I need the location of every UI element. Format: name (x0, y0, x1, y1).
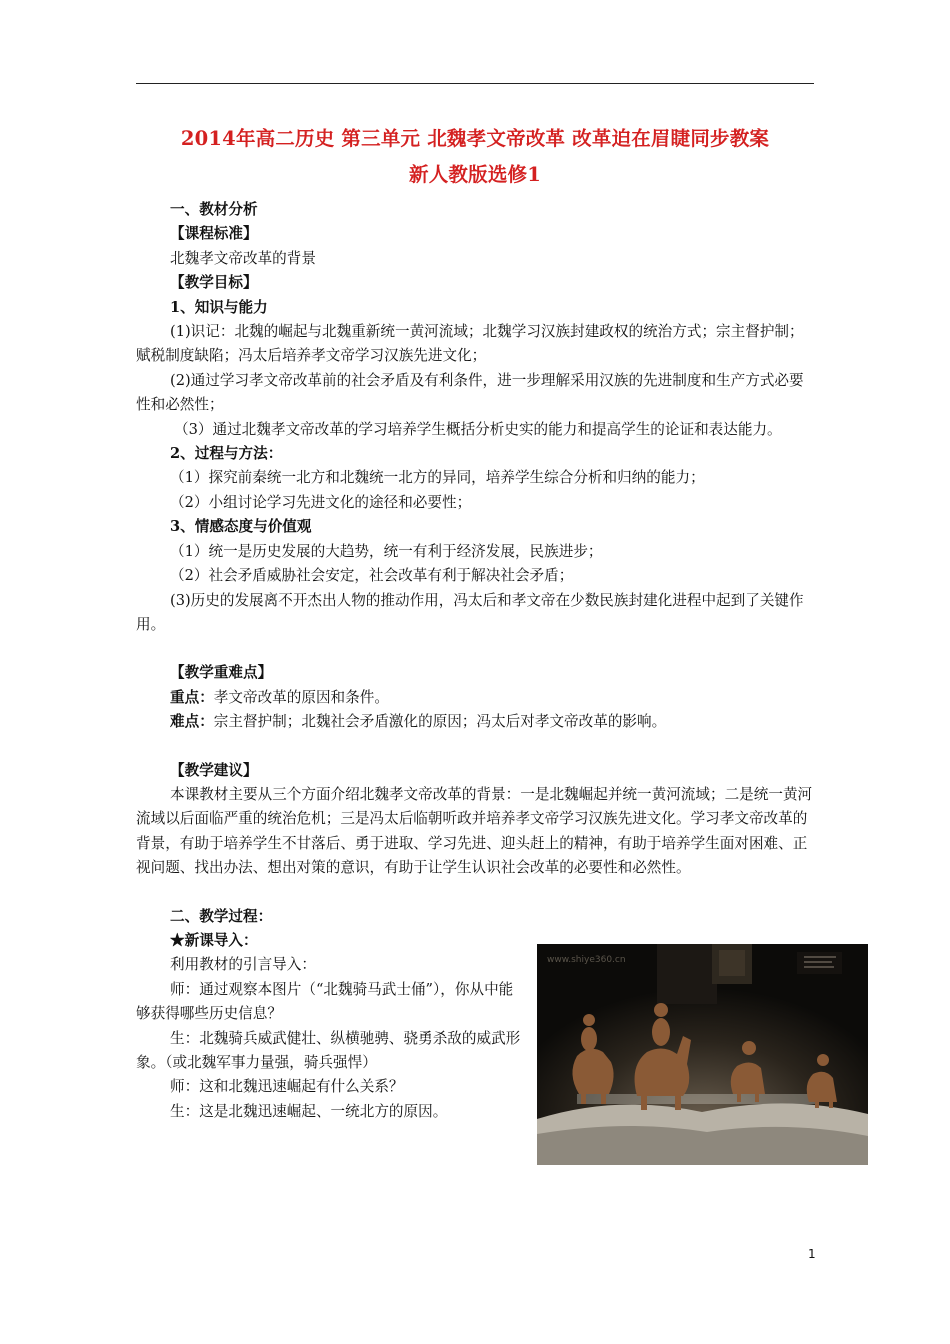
paragraph-gap (136, 735, 814, 759)
paragraph: （2）社会矛盾威胁社会安定，社会改革有利于解决社会矛盾； (170, 567, 574, 585)
paragraph-label: 难点： (170, 713, 214, 731)
section-heading: 【课程标准】 (170, 225, 258, 243)
paragraph: 北魏孝文帝改革的背景 (170, 249, 316, 267)
section-heading: 【教学目标】 (170, 274, 258, 292)
header-rule (136, 83, 814, 84)
paragraph-text: 孝文帝改革的原因和条件。 (213, 688, 389, 706)
page-number: 1 (808, 1247, 816, 1261)
paragraph: (3)历史的发展离不开杰出人物的推动作用，冯太后和孝文帝在少数民族封建化进程中起到了关键作用。 (136, 591, 804, 633)
section-heading: 1、知识与能力 (170, 298, 268, 316)
paragraph-label: 重点： (170, 688, 214, 706)
paragraph: 师：通过观察本图片（“北魏骑马武士俑”），你从中能够获得哪些历史信息？ (136, 980, 514, 1023)
paragraph (136, 686, 814, 710)
paragraph: (1)识记：北魏的崛起与北魏重新统一黄河流域；北魏学习汉族封建政权的统治方式；宗主督护制；赋税制度缺陷；冯太后培养孝文帝学习汉族先进文化； (136, 323, 804, 365)
paragraph: （1）探究前秦统一北方和北魏统一北方的异同，培养学生综合分析和归纳的能力； (170, 469, 705, 487)
horse-rider-figurines-image (537, 944, 868, 1165)
paragraph-text: 宗主督护制；北魏社会矛盾激化的原因；冯太后对孝文帝改革的影响。 (213, 713, 667, 731)
photo-watermark: www.shiye360.cn (547, 955, 626, 965)
paragraph: 师：这和北魏迅速崛起有什么关系？ (170, 1078, 404, 1096)
paragraph: 利用教材的引言导入： (170, 956, 316, 974)
paragraph: (2)通过学习孝文帝改革前的社会矛盾及有利条件，进一步理解采用汉族的先进制度和生产方式必要性和必然性； (136, 371, 804, 414)
section-heading: ★新课导入： (170, 931, 258, 949)
section-heading: 3、情感态度与价值观 (170, 518, 312, 536)
paragraph: （1）统一是历史发展的大趋势，统一有利于经济发展，民族进步； (170, 542, 603, 560)
paragraph: （2）小组讨论学习先进文化的途径和必要性； (170, 493, 472, 511)
paragraph: 生：北魏骑兵威武健壮、纵横驰骋、骁勇杀敌的威武形象。（或北魏军事力量强，骑兵强悍） (136, 1029, 521, 1071)
paragraph-gap (136, 881, 814, 905)
section-heading: 二、教学过程： (170, 907, 273, 925)
paragraph: 生：这是北魏迅速崛起、一统北方的原因。 (170, 1102, 448, 1120)
museum-photo-figurines (537, 944, 868, 1165)
section-heading: 2、过程与方法： (170, 445, 283, 463)
section-heading: 【教学重难点】 (170, 664, 273, 682)
document-title: 2014年高二历史 第三单元 北魏孝文帝改革 改革迫在眉睫同步教案 (180, 127, 770, 150)
paragraph: 本课教材主要从三个方面介绍北魏孝文帝改革的背景：一是北魏崛起并统一黄河流域；二是统一黄河流域以后面临严重的统治危机；三是冯太后临朝听政并培养孝文帝学习汉族先进文化。学习孝文帝改革的背景，有助于培养学生不甘落后、勇于进取、学习先进、迎头赶上的精神，有助于培养学生面对困难、正视问题、找出办法、想出对策的意识，有助于让学生认识社会改革的必要性和必然性。 (136, 785, 813, 877)
paragraph (136, 710, 814, 734)
section-heading: 一、教材分析 (170, 201, 258, 218)
document-subtitle: 新人教版选修1 (409, 163, 541, 186)
paragraph: （3）通过北魏孝文帝改革的学习培养学生概括分析史实的能力和提高学生的论证和表达能力。 (174, 420, 782, 438)
section-heading: 【教学建议】 (170, 761, 258, 779)
paragraph-gap (136, 637, 814, 661)
